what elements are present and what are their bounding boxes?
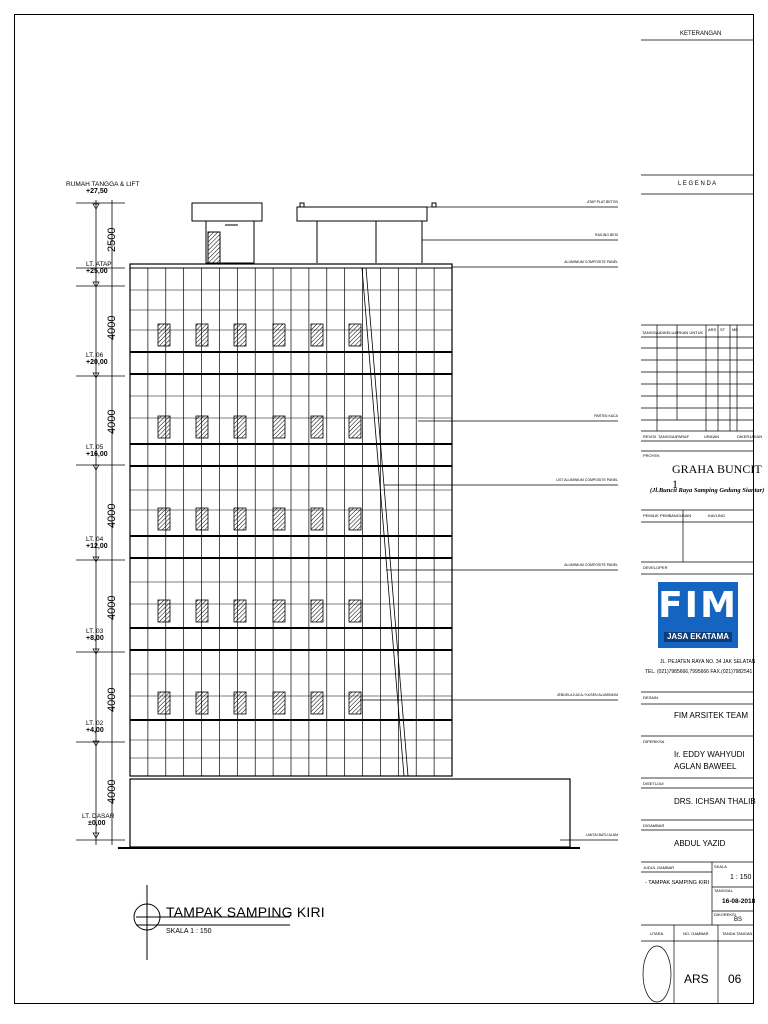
revision-footer-revisi: REVISI <box>643 434 657 439</box>
callout-label: RAILING BESI <box>595 233 618 237</box>
keterangan-label: KETERANGAN <box>680 31 722 37</box>
dimension-text: 4000 <box>106 687 118 712</box>
revision-header-me: ME <box>732 327 738 332</box>
diperiksa-value-1: Ir. EDDY WAHYUDI <box>674 750 745 759</box>
drawing-code: ARS <box>684 972 709 986</box>
level-elevation: +12,00 <box>86 543 108 550</box>
level-elevation: +16,00 <box>86 451 108 458</box>
window <box>273 600 285 622</box>
revision-footer-uraian: URAIAN <box>704 434 720 439</box>
drawing-scale: SKALA 1 : 150 <box>166 928 212 935</box>
level-label-04 <box>86 536 108 550</box>
window <box>234 324 246 346</box>
north-symbol <box>134 885 290 960</box>
project-name: GRAHA BUNCIT 1 <box>672 462 762 491</box>
desain-value: FIM ARSITEK TEAM <box>674 711 749 720</box>
tanggal-label: TANGGAL <box>714 888 733 893</box>
window <box>196 692 208 714</box>
window <box>158 416 170 438</box>
revision-header-issued: DIKELUARKAN UNTUK <box>660 330 704 335</box>
legenda-label: L E G E N D A <box>678 181 717 187</box>
window <box>234 692 246 714</box>
window <box>158 508 170 530</box>
level-name: LT. DASAR <box>82 813 115 820</box>
callout-label: PARTISI KACA <box>594 414 618 418</box>
project-address: (Jl.Buncit Raya Samping Gedung Siantar) <box>650 487 765 494</box>
dikoreksi-value: BS <box>734 917 743 923</box>
level-elevation: +25,00 <box>86 268 108 275</box>
dimension-text: 4000 <box>106 409 118 434</box>
level-name: LT. 06 <box>86 352 104 359</box>
window <box>158 324 170 346</box>
level-elevation: +8,00 <box>86 635 104 642</box>
company-phone: TEL. (021)7985666,7995666 FAX.(021)7982541 <box>645 669 753 675</box>
window <box>311 508 323 530</box>
skala-value: 1 : 150 <box>730 874 752 881</box>
level-name: LT. ATAP <box>86 261 112 268</box>
level-elevation: +4,00 <box>86 727 104 734</box>
window <box>311 416 323 438</box>
window <box>234 416 246 438</box>
digambar-label: DIGAMBAR <box>643 823 665 828</box>
window <box>311 692 323 714</box>
level-label-atap <box>86 261 112 275</box>
level-label-05 <box>86 444 108 458</box>
tanda-tangan-label: TANDA TANGAN <box>722 931 753 936</box>
disetujui-value: DRS. ICHSAN THALIB <box>674 797 756 806</box>
window <box>234 600 246 622</box>
level-label-dasar <box>82 813 114 827</box>
proyek-label: PROYEK <box>643 453 660 458</box>
logo-mark: FIM <box>658 585 738 626</box>
level-label-lift <box>66 181 139 195</box>
utara-label: UTARA <box>650 931 664 936</box>
drawing-number: 06 <box>728 972 742 986</box>
dikoreksi-label: DIKOREKSI <box>714 912 736 917</box>
window <box>349 600 361 622</box>
revision-header-st: ST <box>720 327 726 332</box>
callout-label: ALUMINIUM COMPOSITE PANEL <box>564 563 618 567</box>
level-elevation: +27,50 <box>86 188 108 195</box>
logo-company-name: JASA EKATAMA <box>664 632 732 642</box>
level-name: LT. 04 <box>86 536 104 543</box>
window <box>273 508 285 530</box>
revision-header-date: TANGGAL <box>642 330 661 335</box>
digambar-value: ABDUL YAZID <box>674 839 726 848</box>
callout-leaders <box>360 207 618 840</box>
level-label-06 <box>86 352 108 366</box>
tanggal-value: 16-08-2018 <box>722 898 756 905</box>
level-name: LT. 05 <box>86 444 104 451</box>
window <box>196 508 208 530</box>
window <box>273 416 285 438</box>
roof-structures <box>192 203 436 263</box>
window <box>158 600 170 622</box>
window <box>196 416 208 438</box>
pemilik-label: PEMILIK PEMBANGUNAN <box>643 513 692 518</box>
window <box>311 600 323 622</box>
facade-windows <box>158 324 361 714</box>
diperiksa-label: DIPERIKSA <box>643 739 665 744</box>
window <box>349 692 361 714</box>
dimension-text: 4000 <box>106 315 118 340</box>
kavling-label: KAVLING <box>708 513 726 518</box>
level-name: LT. 03 <box>86 628 104 635</box>
diperiksa-value-2: AGLAN BAWEEL <box>674 762 737 771</box>
company-logo <box>658 582 738 648</box>
level-elevation: ±0,00 <box>88 820 106 827</box>
callout-label: JENDELA KACA / KUSEN ALUMINIUM <box>556 693 618 697</box>
company-address: JL. PEJATEN RAYA NO. 34 JAK SELATAN <box>660 659 756 665</box>
window <box>349 508 361 530</box>
window <box>311 324 323 346</box>
window <box>349 416 361 438</box>
window <box>273 324 285 346</box>
revision-header-ars: ARS <box>708 327 717 332</box>
level-name: LT. 02 <box>86 720 104 727</box>
callout-label: LIST ALUMINIUM COMPOSITE PANEL <box>556 478 618 482</box>
dimension-text: 2500 <box>106 227 118 252</box>
dimension-text: 4000 <box>106 503 118 528</box>
skala-label: SKALA <box>714 864 727 869</box>
developer-label: DEVELOPER <box>643 565 668 570</box>
drawing-title: TAMPAK SAMPING KIRI <box>166 904 325 920</box>
window <box>273 692 285 714</box>
window <box>158 692 170 714</box>
revision-footer-dikerjakan: DIKERJAKAN <box>737 434 763 439</box>
level-elevation: +20,00 <box>86 359 108 366</box>
level-label-03 <box>86 628 104 642</box>
callout-label: LANTAI BATU ALAM <box>585 833 618 837</box>
revision-footer-paraf: PARAF <box>676 434 690 439</box>
revision-footer-date: TANGGAL <box>658 434 677 439</box>
callout-label: ATAP PLAT BETON <box>587 200 618 204</box>
window <box>349 324 361 346</box>
desain-label: DESAIN <box>643 695 658 700</box>
window <box>196 600 208 622</box>
no-gambar-label: NO. GAMBAR <box>683 931 709 936</box>
dimension-text: 4000 <box>106 779 118 804</box>
level-name: RUMAH TANGGA & LIFT <box>66 181 140 188</box>
disetujui-label: DISETUJUI <box>643 781 664 786</box>
level-label-02 <box>86 720 104 734</box>
dimension-text: 4000 <box>106 595 118 620</box>
judul-value: - TAMPAK SAMPING KIRI <box>645 880 710 886</box>
judul-label: JUDUL GAMBAR <box>643 865 675 870</box>
window <box>196 324 208 346</box>
callout-label: ALUMINIUM COMPOSITE PANEL <box>564 260 618 264</box>
window <box>234 508 246 530</box>
